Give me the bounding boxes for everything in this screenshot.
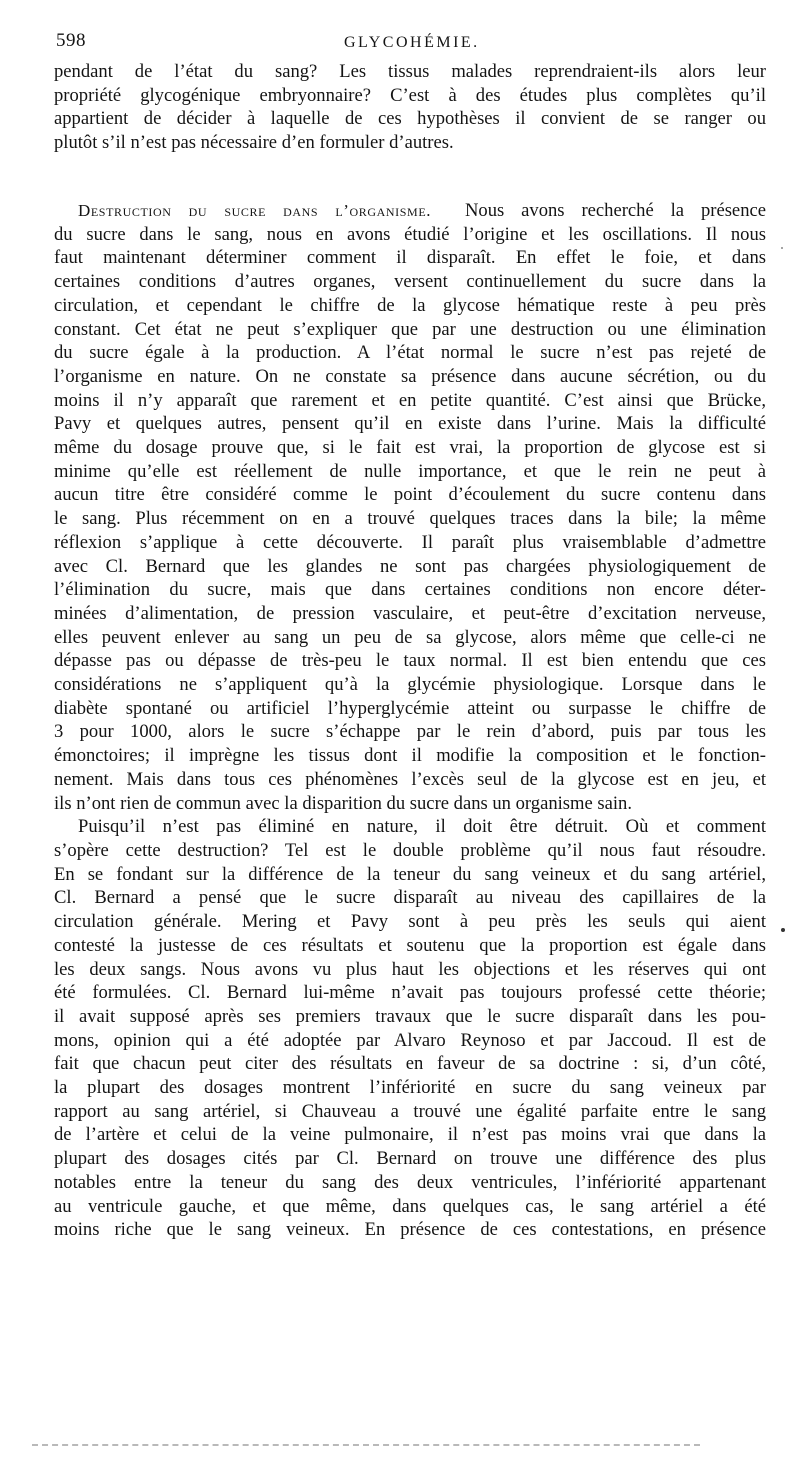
- text-line: du sucre dans le sang, nous en avons étudié l’origine et les oscillations. Il nous: [54, 223, 766, 245]
- text-line: circulation, et cependant le chiffre de la glycose hématique reste à peu près: [54, 294, 766, 316]
- text-line: Cl. Bernard a pensé que le sucre disparaît au niveau des capillaires de la: [54, 887, 766, 909]
- continuation-paragraph: [54, 60, 766, 155]
- text-line: l’organisme en nature. On ne constate sa présence dans aucune sécrétion, ou du: [54, 365, 766, 387]
- text-line: le sang. Plus récemment on en a trouvé quelques traces dans la bile; la même: [54, 508, 766, 530]
- text-line: les deux sangs. Nous avons vu plus haut les objections et les réserves qui ont: [54, 958, 766, 980]
- text-line: réflexion s’applique à cette découverte. Il paraît plus vraisemblable d’admettre: [54, 531, 766, 553]
- running-head: GLYCOHÉMIE.: [344, 34, 480, 51]
- text-line: notables entre la teneur du sang des deux ventricules, l’infériorité appartenant: [54, 1171, 766, 1193]
- text-line: ils n’ont rien de commun avec la disparition du sucre dans un organisme sain.: [54, 792, 632, 814]
- page-number: 598: [56, 30, 86, 51]
- text-line: l’élimination du sucre, mais que dans certaines conditions non encore déter-: [54, 579, 766, 601]
- text-line: appartient de décider à laquelle de ces hypothèses il convient de se ranger ou: [54, 108, 766, 130]
- text-line: Pavy et quelques autres, pensent qu’il en existe dans l’urine. Mais la difficulté: [54, 413, 766, 435]
- text-line: moins riche que le sang veineux. En présence de ces contestations, en présence: [54, 1219, 766, 1241]
- text-line: faut maintenant déterminer comment il disparaît. En effet le foie, et dans: [54, 247, 766, 269]
- text-line: même du dosage prouve que, si le fait est vrai, la proportion de glycose est si: [54, 437, 766, 459]
- text-line: moins il n’y apparaît que rarement et en petite quantité. C’est ainsi que Brücke,: [54, 389, 766, 411]
- text-line: rapport au sang artériel, si Chauveau a trouvé une égalité parfaite entre le sang: [54, 1100, 766, 1122]
- text-line: circulation générale. Mering et Pavy sont à peu près les seuls qui aient: [54, 911, 766, 933]
- paragraph-first-line: Puisqu’il n’est pas éliminé en nature, il doit être détruit. Où et comment: [78, 816, 766, 838]
- text-line: mons, opinion qui a été adoptée par Alvaro Reynoso et par Jaccoud. Il est de: [54, 1029, 766, 1051]
- text-line: dépasse pas ou dépasse de très-peu le taux normal. Il est bien entendu que ces: [54, 650, 766, 672]
- text-line: 3 pour 1000, alors le sucre s’échappe par le rein d’abord, puis par tous les: [54, 721, 766, 743]
- text-line: pendant de l’état du sang? Les tissus malades reprendraient-ils alors leur: [54, 61, 766, 82]
- text-line: certaines conditions d’autres organes, versent continuellement du sucre dans la: [54, 271, 766, 293]
- text-line: diabète spontané ou artificiel l’hyperglycémie atteint ou surpasse le chiffre de: [54, 697, 766, 719]
- text-line: du sucre égale à la production. A l’état normal le sucre n’est pas rejeté de: [54, 342, 766, 364]
- text-line: fait que chacun peut citer des résultats en faveur de sa doctrine : si, d’un côté,: [54, 1053, 766, 1075]
- section-first-line: [54, 199, 766, 223]
- text-line: plupart des dosages cités par Cl. Bernard on trouve une différence des plus: [54, 1148, 766, 1170]
- text-line: considérations ne s’appliquent qu’à la glycémie physiologique. Lorsque dans le: [54, 674, 766, 696]
- text-line: propriété glycogénique embryonnaire? C’est à des études plus complètes qu’il: [54, 84, 766, 106]
- text-line: émonctoires; il imprègne les tissus dont il modifie la composition et le fonction-: [54, 745, 766, 767]
- text-line: au ventricule gauche, et que même, dans quelques cas, le sang artériel a été: [54, 1195, 766, 1217]
- text-line: nement. Mais dans tous ces phénomènes l’excès seul de la glycose est en jeu, et: [54, 768, 766, 790]
- section-heading: Destruction du sucre dans l’organisme.: [78, 201, 432, 220]
- text-fragment: Nous avons recherché la présence: [464, 200, 766, 221]
- text-line: En se fondant sur la différence de la teneur du sang veineux et du sang artériel,: [54, 863, 766, 885]
- text-line: il avait supposé après ses premiers travaux que le sucre disparaît dans les pou-: [54, 1005, 766, 1027]
- text-line: minime qu’elle est réellement de nulle importance, et que le rein ne peut à: [54, 460, 766, 482]
- text-line: avec Cl. Bernard que les glandes ne sont pas chargées physiologiquement de: [54, 555, 766, 577]
- text-line: de l’artère et celui de la veine pulmonaire, il n’est pas moins vrai que dans la: [54, 1124, 766, 1146]
- margin-speck: [781, 247, 783, 249]
- text-line: minées d’alimentation, de pression vasculaire, et peut-être d’excitation nerveuse,: [54, 602, 766, 624]
- text-line: contesté la justesse de ces résultats et soutenu que la proportion est égale dans: [54, 934, 766, 956]
- text-line: été formulées. Cl. Bernard lui-même n’avait pas toujours professé cette théorie;: [54, 982, 766, 1004]
- text-line: constant. Cet état ne peut s’expliquer que par une destruction ou une élimination: [54, 318, 766, 340]
- body-section: [54, 199, 766, 1242]
- text-line: s’opère cette destruction? Tel est le double problème qu’il nous faut résoudre.: [54, 839, 766, 861]
- footer-rule: [32, 1444, 700, 1446]
- text-line: plutôt s’il n’est pas nécessaire d’en formuler d’autres.: [54, 132, 454, 154]
- margin-speck: [781, 928, 785, 932]
- text-line: aucun titre être considéré comme le point d’écoulement du sucre contenu dans: [54, 484, 766, 506]
- text-line: la plupart des dosages montrent l’infériorité en sucre du sang veineux par: [54, 1077, 766, 1099]
- text-line: elles peuvent enlever au sang un peu de sa glycose, alors même que celle-ci ne: [54, 626, 766, 648]
